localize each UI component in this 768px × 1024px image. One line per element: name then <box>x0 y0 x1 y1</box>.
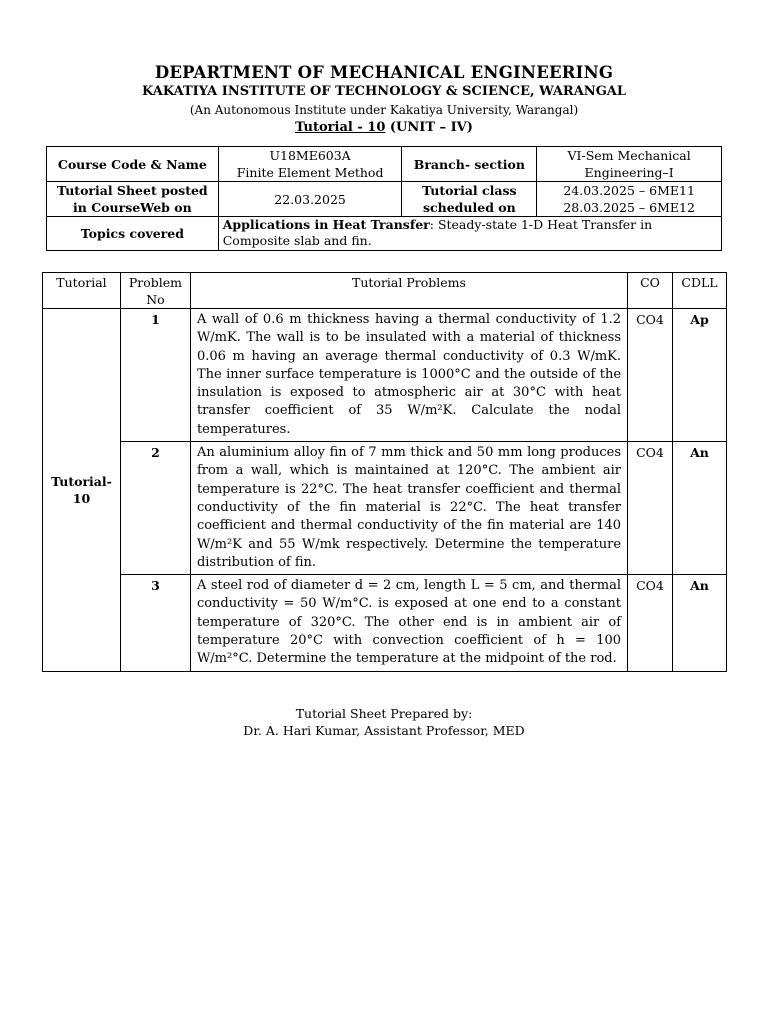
course-label: Course Code & Name <box>47 147 219 182</box>
problem-number: 1 <box>120 309 190 442</box>
table-row <box>43 442 727 575</box>
course-value <box>218 147 402 182</box>
institute-title: KAKATIYA INSTITUTE OF TECHNOLOGY & SCIENCE, WARANGAL <box>141 84 627 99</box>
class-date-2: 28.03.2025 – 6ME12 <box>563 200 695 215</box>
header-problem-no <box>120 273 190 309</box>
header-no: No <box>146 292 165 307</box>
footer <box>0 705 768 739</box>
department-title: DEPARTMENT OF MECHANICAL ENGINEERING <box>154 63 614 82</box>
problem-number: 3 <box>120 575 190 671</box>
posted-label <box>47 182 219 217</box>
branch-line-2: Engineering–I <box>584 165 674 180</box>
problem-co: CO4 <box>628 575 673 671</box>
course-name: Finite Element Method <box>236 165 384 180</box>
problem-co: CO4 <box>628 309 673 442</box>
autonomous-note: (An Autonomous Institute under Kakatiya University, Warangal) <box>189 103 579 117</box>
header-cdll: CDLL <box>672 273 726 309</box>
tutorial-cell <box>43 309 121 672</box>
course-info-table <box>46 146 722 251</box>
topics-text: : Steady-state 1-D Heat Transfer in Composite slab and fin. <box>222 217 653 248</box>
posted-label-1: Tutorial Sheet posted <box>57 183 208 198</box>
tutorial-label-1: Tutorial- <box>51 473 112 489</box>
table-row <box>43 309 727 442</box>
posted-label-2: in CourseWeb on <box>73 200 192 215</box>
topics-label: Topics covered <box>47 217 219 251</box>
problem-text: An aluminium alloy fin of 7 mm thick and 50 mm long produces from a wall, which is maintained at 120°C. The ambient air temperature is 22°C. The heat transfer coefficient and thermal conductivity of the fin material is 22°C. The heat transfer coefficient and thermal conductivity of the fin material are 140 W/m²K and 55 W/mk respectively. Determine the temperature distribution of fin. <box>190 442 627 575</box>
header-tutorial: Tutorial <box>43 273 121 309</box>
problem-number: 2 <box>120 442 190 575</box>
problem-co: CO4 <box>628 442 673 575</box>
prepared-by-label: Tutorial Sheet Prepared by: <box>295 706 473 721</box>
header-co: CO <box>628 273 673 309</box>
header-tutorial-problems: Tutorial Problems <box>190 273 627 309</box>
problem-cdll: Ap <box>672 309 726 442</box>
class-label <box>402 182 537 217</box>
problem-text: A steel rod of diameter d = 2 cm, length L = 5 cm, and thermal conductivity = 50 W/m°C. is exposed at one end to a constant temperature of 320°C. The other end is in ambient air of temperature 20°C with convection coefficient of h = 100 W/m²°C. Determine the temperature at the midpoint of the rod. <box>190 575 627 671</box>
table-row <box>43 575 727 671</box>
problem-text: A wall of 0.6 m thickness having a thermal conductivity of 1.2 W/mK. The wall is to be insulated with a material of thickness 0.06 m having an average thermal conductivity of 0.3 W/mK. The inner surface temperature is 1000°C and the outside of the insulation is exposed to atmospheric air at 30°C with heat transfer coefficient of 35 W/m²K. Calculate the nodal temperatures. <box>190 309 627 442</box>
tutorial-heading <box>0 120 768 135</box>
problem-cdll: An <box>672 575 726 671</box>
unit-label: (UNIT – IV) <box>385 120 473 135</box>
topics-value <box>218 217 721 251</box>
branch-line-1: VI-Sem Mechanical <box>567 148 691 163</box>
class-label-2: scheduled on <box>422 200 516 215</box>
topics-bold: Applications in Heat Transfer <box>222 217 430 232</box>
tutorial-label-2: 10 <box>72 490 91 506</box>
prepared-by-name: Dr. A. Hari Kumar, Assistant Professor, MED <box>243 723 525 738</box>
header-problem: Problem <box>128 275 183 290</box>
branch-label: Branch- section <box>402 147 537 182</box>
class-dates <box>537 182 722 217</box>
posted-date: 22.03.2025 <box>218 182 402 217</box>
problem-cdll: An <box>672 442 726 575</box>
tutorial-problems-table <box>42 272 727 672</box>
course-code: U18ME603A <box>269 148 351 163</box>
class-date-1: 24.03.2025 – 6ME11 <box>563 183 695 198</box>
tutorial-title: Tutorial - 10 <box>295 120 386 135</box>
branch-value <box>537 147 722 182</box>
class-label-1: Tutorial class <box>422 183 517 198</box>
